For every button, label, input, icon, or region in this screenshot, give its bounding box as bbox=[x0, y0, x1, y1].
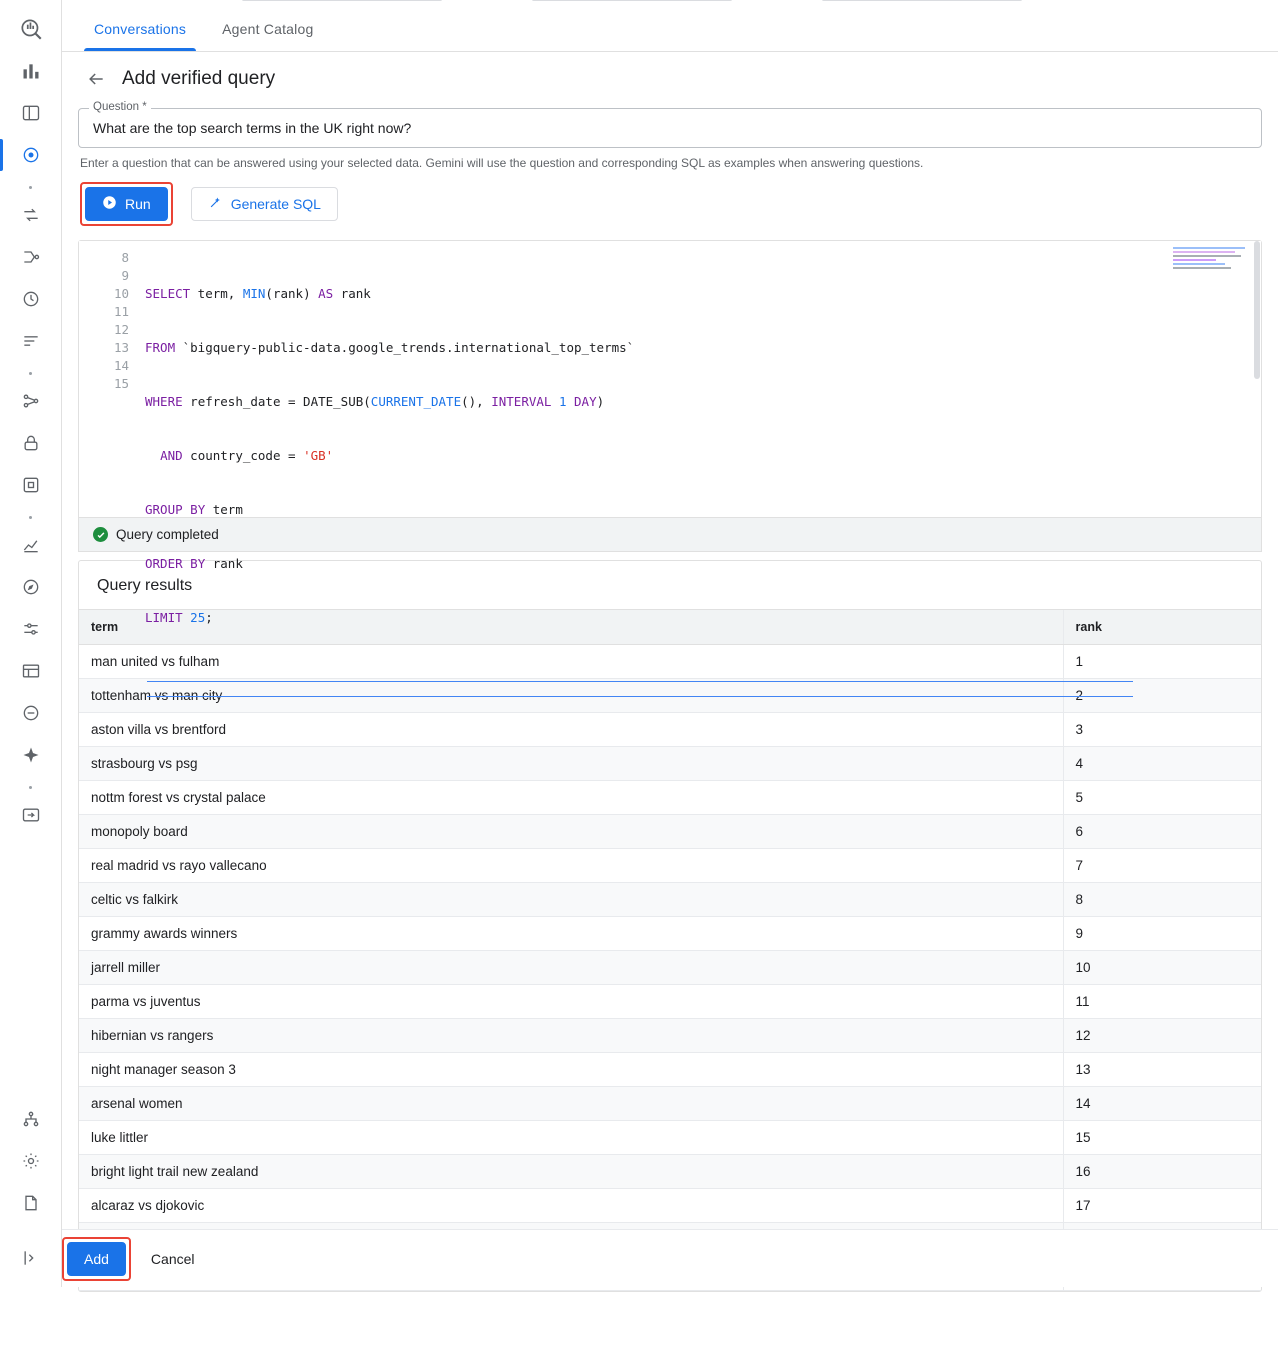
cancel-button[interactable]: Cancel bbox=[150, 1250, 195, 1267]
code-line: SELECT term, MIN(rank) AS rank bbox=[145, 286, 371, 301]
table-row bbox=[79, 815, 1261, 849]
sidebar-item-migration[interactable] bbox=[8, 796, 54, 834]
table-row bbox=[79, 917, 1261, 951]
cell-rank: 5 bbox=[1063, 781, 1261, 815]
sidebar-item-transfers[interactable] bbox=[8, 196, 54, 234]
cell-rank: 2 bbox=[1063, 679, 1261, 713]
page-header bbox=[62, 52, 1278, 100]
cell-term: real madrid vs rayo vallecano bbox=[79, 849, 1063, 883]
sidebar-item-query-history[interactable] bbox=[8, 322, 54, 360]
run-button[interactable] bbox=[85, 187, 168, 221]
back-arrow-icon[interactable] bbox=[86, 69, 106, 89]
cell-term: night manager season 3 bbox=[79, 1053, 1063, 1087]
sidebar-item-policy-lock[interactable] bbox=[8, 424, 54, 462]
table-row bbox=[79, 883, 1261, 917]
tab-conversations[interactable]: Conversations bbox=[76, 21, 204, 51]
table-row bbox=[79, 849, 1261, 883]
code-line: FROM `bigquery-public-data.google_trends.international_top_terms` bbox=[145, 340, 635, 355]
sidebar-item-dashboard[interactable] bbox=[8, 52, 54, 90]
sidebar-item-spark[interactable] bbox=[8, 736, 54, 774]
table-row bbox=[79, 713, 1261, 747]
editor-cursor-line bbox=[147, 681, 1133, 697]
question-field-label: Question * bbox=[89, 101, 151, 113]
sidebar-item-panels[interactable] bbox=[8, 94, 54, 132]
run-button-label: Run bbox=[125, 196, 151, 212]
cell-rank: 8 bbox=[1063, 883, 1261, 917]
cell-term: strasbourg vs psg bbox=[79, 747, 1063, 781]
table-row bbox=[79, 1053, 1261, 1087]
tab-agent-catalog[interactable]: Agent Catalog bbox=[222, 21, 314, 37]
bottom-spacer bbox=[62, 1292, 1278, 1350]
sidebar-item-tune[interactable] bbox=[8, 610, 54, 648]
cell-rank: 1 bbox=[1063, 645, 1261, 679]
cell-term: nottm forest vs crystal palace bbox=[79, 781, 1063, 815]
add-button-highlight bbox=[62, 1237, 131, 1281]
code-line: WHERE refresh_date = DATE_SUB(CURRENT_DATE(), INTERVAL 1 DAY) bbox=[145, 394, 605, 409]
settings-gear-icon[interactable] bbox=[8, 1142, 54, 1180]
sidebar-item-data-transfer[interactable] bbox=[8, 238, 54, 276]
page-title: Add verified query bbox=[122, 68, 276, 89]
results-table-body bbox=[79, 645, 1261, 1291]
sidebar-item-scheduled-queries[interactable] bbox=[8, 280, 54, 318]
code-line: ORDER BY rank bbox=[145, 556, 243, 571]
query-status-text: Query completed bbox=[116, 527, 219, 542]
cell-rank: 17 bbox=[1063, 1189, 1261, 1223]
cell-term: aston villa vs brentford bbox=[79, 713, 1063, 747]
cell-term: bright light trail new zealand bbox=[79, 1155, 1063, 1189]
browser-tab-2 bbox=[532, 0, 732, 1]
question-input[interactable] bbox=[91, 119, 1249, 137]
table-row bbox=[79, 1019, 1261, 1053]
cell-term: arsenal women bbox=[79, 1087, 1063, 1121]
run-button-highlight bbox=[80, 182, 173, 226]
code-line: AND country_code = 'GB' bbox=[160, 448, 334, 463]
add-button[interactable]: Add bbox=[67, 1242, 126, 1276]
sidebar-item-explore[interactable] bbox=[8, 568, 54, 606]
cell-term: monopoly board bbox=[79, 815, 1063, 849]
table-row bbox=[79, 1087, 1261, 1121]
cell-term: parma vs juventus bbox=[79, 985, 1063, 1019]
editor-minimap[interactable] bbox=[1173, 247, 1245, 273]
browser-tab-3 bbox=[822, 0, 1022, 1]
rail-separator-dot bbox=[8, 178, 54, 196]
column-header-rank[interactable]: rank bbox=[1063, 610, 1261, 645]
table-row bbox=[79, 1189, 1261, 1223]
footer-action-bar bbox=[0, 1229, 1278, 1287]
rail-separator-dot-4 bbox=[8, 778, 54, 796]
browser-tab-strip bbox=[242, 0, 1022, 1]
query-actions bbox=[62, 170, 1278, 234]
success-check-icon bbox=[93, 527, 108, 542]
play-icon bbox=[102, 195, 117, 213]
share-nodes-icon[interactable] bbox=[8, 1100, 54, 1138]
cell-rank: 11 bbox=[1063, 985, 1261, 1019]
sidebar-item-monitoring[interactable] bbox=[8, 694, 54, 732]
cell-term: hibernian vs rangers bbox=[79, 1019, 1063, 1053]
code-line: GROUP BY term bbox=[145, 502, 243, 517]
cell-rank: 14 bbox=[1063, 1087, 1261, 1121]
cell-term: tottenham vs man city bbox=[79, 679, 1063, 713]
browser-tab-1 bbox=[242, 0, 442, 1]
question-helper-text: Enter a question that can be answered using your selected data. Gemini will use the question and corresponding SQL as examples when answering questions. bbox=[80, 156, 924, 170]
sidebar-item-workflows[interactable] bbox=[8, 382, 54, 420]
cell-term: man united vs fulham bbox=[79, 645, 1063, 679]
cell-rank: 10 bbox=[1063, 951, 1261, 985]
cell-term: celtic vs falkirk bbox=[79, 883, 1063, 917]
footer-rail-toggle[interactable] bbox=[0, 1229, 62, 1287]
main-content bbox=[62, 0, 1278, 1287]
cell-term: grammy awards winners bbox=[79, 917, 1063, 951]
question-field-wrapper bbox=[62, 100, 1278, 148]
table-row bbox=[79, 1121, 1261, 1155]
cell-term: jarrell miller bbox=[79, 951, 1063, 985]
docs-icon[interactable] bbox=[8, 1184, 54, 1222]
sidebar-item-copy-jobs[interactable] bbox=[8, 466, 54, 504]
editor-scrollbar[interactable] bbox=[1253, 241, 1261, 517]
cell-rank: 13 bbox=[1063, 1053, 1261, 1087]
code-line-cursor bbox=[145, 663, 1261, 681]
cell-rank: 7 bbox=[1063, 849, 1261, 883]
left-navigation-rail bbox=[0, 0, 62, 1287]
query-results-title: Query results bbox=[97, 577, 193, 594]
generate-sql-label: Generate SQL bbox=[230, 196, 321, 212]
cell-rank: 15 bbox=[1063, 1121, 1261, 1155]
table-row bbox=[79, 747, 1261, 781]
cell-term: alcaraz vs djokovic bbox=[79, 1189, 1063, 1223]
rail-separator-dot-3 bbox=[8, 508, 54, 526]
generate-sql-button[interactable] bbox=[191, 187, 338, 221]
sidebar-item-gemini-agent[interactable] bbox=[8, 136, 54, 174]
column-header-term[interactable]: term bbox=[79, 610, 1063, 645]
table-row bbox=[79, 985, 1261, 1019]
sidebar-item-tables[interactable] bbox=[8, 652, 54, 690]
cell-rank: 12 bbox=[1063, 1019, 1261, 1053]
cell-rank: 4 bbox=[1063, 747, 1261, 781]
table-row bbox=[79, 951, 1261, 985]
sidebar-item-analytics-hub[interactable] bbox=[8, 526, 54, 564]
question-field[interactable] bbox=[78, 101, 1262, 148]
table-row bbox=[79, 781, 1261, 815]
table-row bbox=[79, 1155, 1261, 1189]
line-number-gutter: 8 9 10 11 12 13 14 15 bbox=[79, 241, 137, 517]
cell-rank: 3 bbox=[1063, 713, 1261, 747]
cell-rank: 6 bbox=[1063, 815, 1261, 849]
rail-separator-dot-2 bbox=[8, 364, 54, 382]
cell-rank: 9 bbox=[1063, 917, 1261, 951]
cell-rank: 16 bbox=[1063, 1155, 1261, 1189]
magic-wand-icon bbox=[208, 195, 223, 213]
analytics-logo-icon[interactable] bbox=[8, 10, 54, 48]
code-line: LIMIT 25; bbox=[145, 610, 213, 625]
cell-term: luke littler bbox=[79, 1121, 1063, 1155]
tab-bar bbox=[62, 0, 1278, 52]
